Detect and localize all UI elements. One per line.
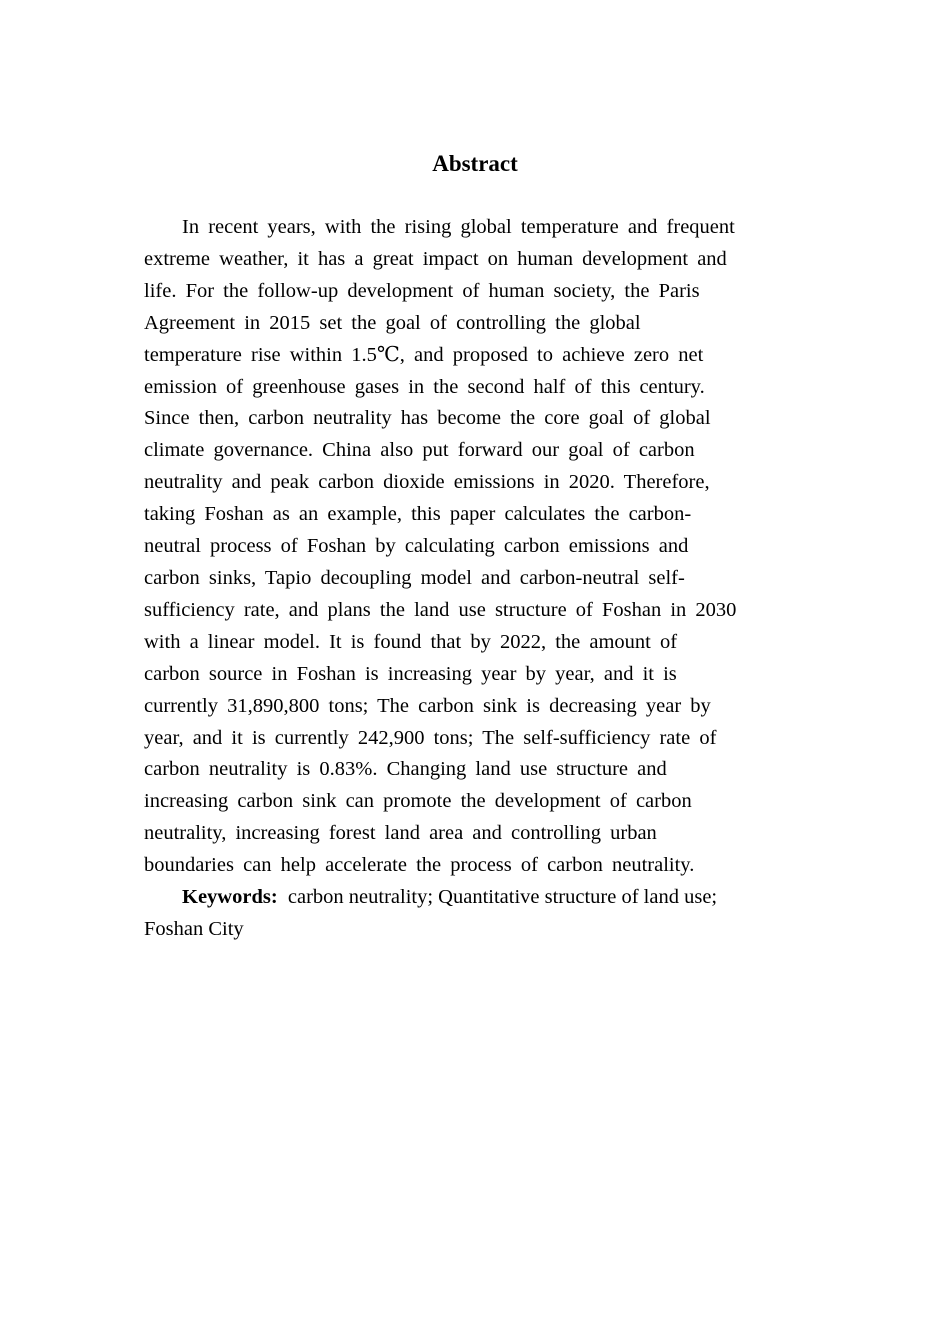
abstract-line: boundaries can help accelerate the process of carbon neutrality. [144,854,695,877]
abstract-line: In recent years, with the rising global temperature and frequent [182,216,735,238]
abstract-line: year, and it is currently 242,900 tons; The self-sufficiency rate of [144,726,717,749]
abstract-line: emission of greenhouse gases in the second half of this century. [144,375,705,398]
abstract-line: increasing carbon sink can promote the development of carbon [144,790,692,813]
abstract-title: Abstract [432,151,518,176]
keywords-text: carbon neutrality; Quantitative structure of land use; [287,886,718,909]
abstract-line: extreme weather, it has a great impact on human development and [144,247,727,270]
abstract-line: neutral process of Foshan by calculating carbon emissions and [144,535,689,558]
keywords-line [144,882,950,914]
abstract-line: sufficiency rate, and plans the land use structure of Foshan in 2030 [144,598,737,621]
abstract-line: neutrality, increasing forest land area and controlling urban [144,822,657,845]
abstract-line: currently 31,890,800 tons; The carbon sink is decreasing year by [144,694,711,717]
abstract-line: taking Foshan as an example, this paper calculates the carbon- [144,503,692,526]
abstract-line: with a linear model. It is found that by 2022, the amount of [144,630,678,653]
abstract-line: climate governance. China also put forward our goal of carbon [144,439,695,462]
abstract-line: Since then, carbon neutrality has become the core goal of global [144,407,711,430]
abstract-body [144,212,950,946]
abstract-line: Agreement in 2015 set the goal of controlling the global [144,311,641,334]
abstract-line: neutrality and peak carbon dioxide emissions in 2020. Therefore, [144,471,710,494]
abstract-line: carbon sinks, Tapio decoupling model and carbon-neutral self- [144,566,685,589]
abstract-line: carbon source in Foshan is increasing year by year, and it is [144,662,677,685]
abstract-line: life. For the follow-up development of human society, the Paris [144,279,700,302]
keywords-label: Keywords: [182,886,278,909]
abstract-line: temperature rise within 1.5℃, and proposed to achieve zero net [144,343,704,366]
abstract-line: carbon neutrality is 0.83%. Changing land use structure and [144,758,667,781]
keywords-continuation: Foshan City [144,917,244,940]
